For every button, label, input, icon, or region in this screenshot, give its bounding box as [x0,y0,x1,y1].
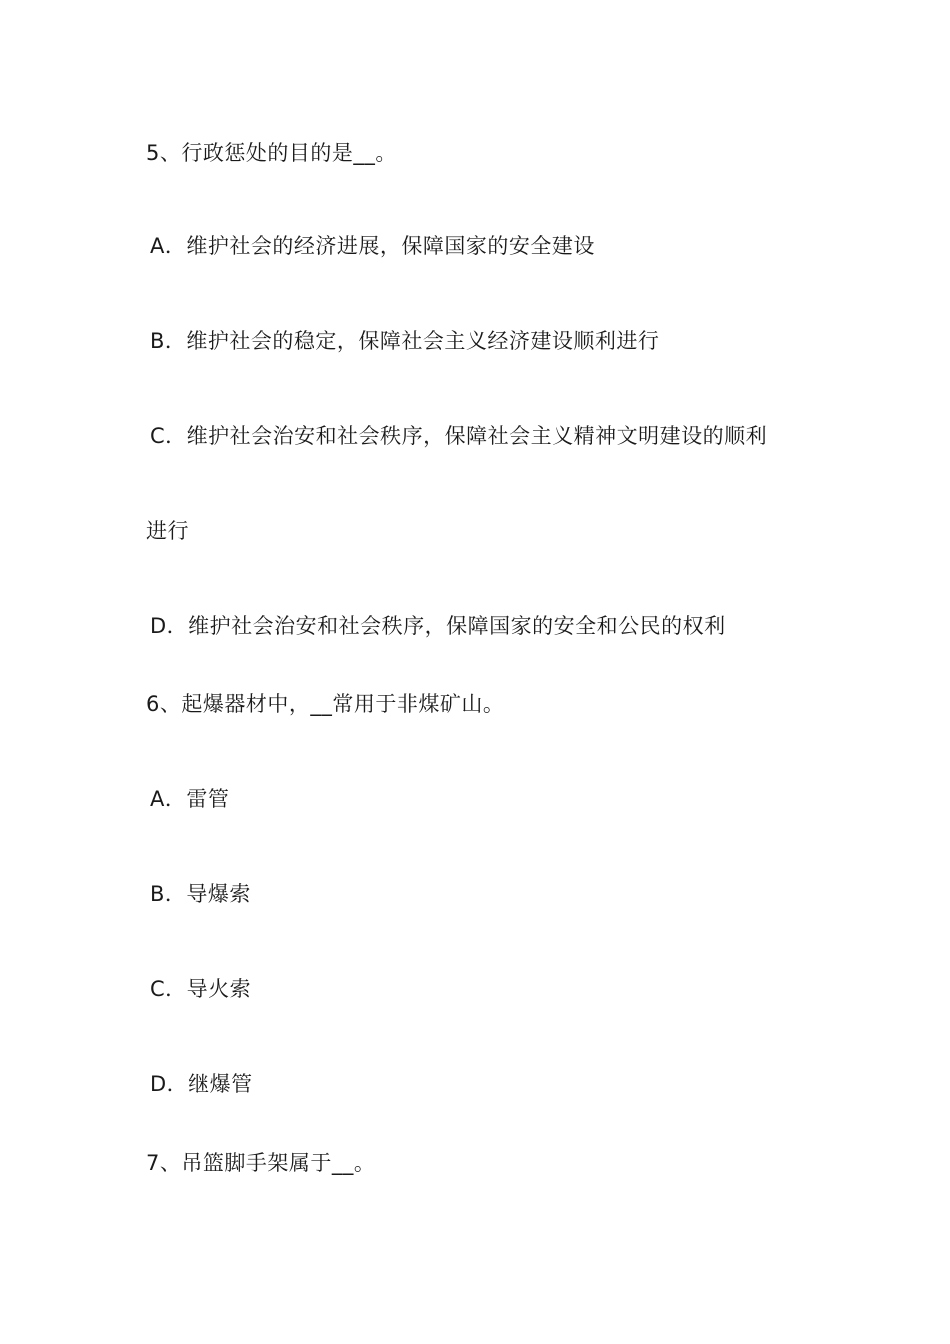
question-5-stem: 5、行政惩处的目的是__。 [146,141,397,165]
question-5-option-b: B．维护社会的稳定，保障社会主义经济建设顺利进行 [150,329,660,353]
question-5-option-c-continued: 进行 [146,519,189,543]
question-6-stem: 6、起爆器材中，__常用于非煤矿山。 [146,692,505,716]
question-6-option-a: A．雷管 [150,787,230,811]
question-6-option-d: D．继爆管 [150,1072,253,1096]
question-6-option-b: B．导爆索 [150,882,251,906]
question-5-option-d: D．维护社会治安和社会秩序，保障国家的安全和公民的权利 [150,614,726,638]
question-5-option-c: C．维护社会治安和社会秩序，保障社会主义精神文明建设的顺利 [150,424,768,448]
question-6-option-c: C．导火索 [150,977,252,1001]
question-7-stem: 7、吊篮脚手架属于__。 [146,1151,376,1175]
question-5-option-a: A．维护社会的经济进展，保障国家的安全建设 [150,234,595,258]
